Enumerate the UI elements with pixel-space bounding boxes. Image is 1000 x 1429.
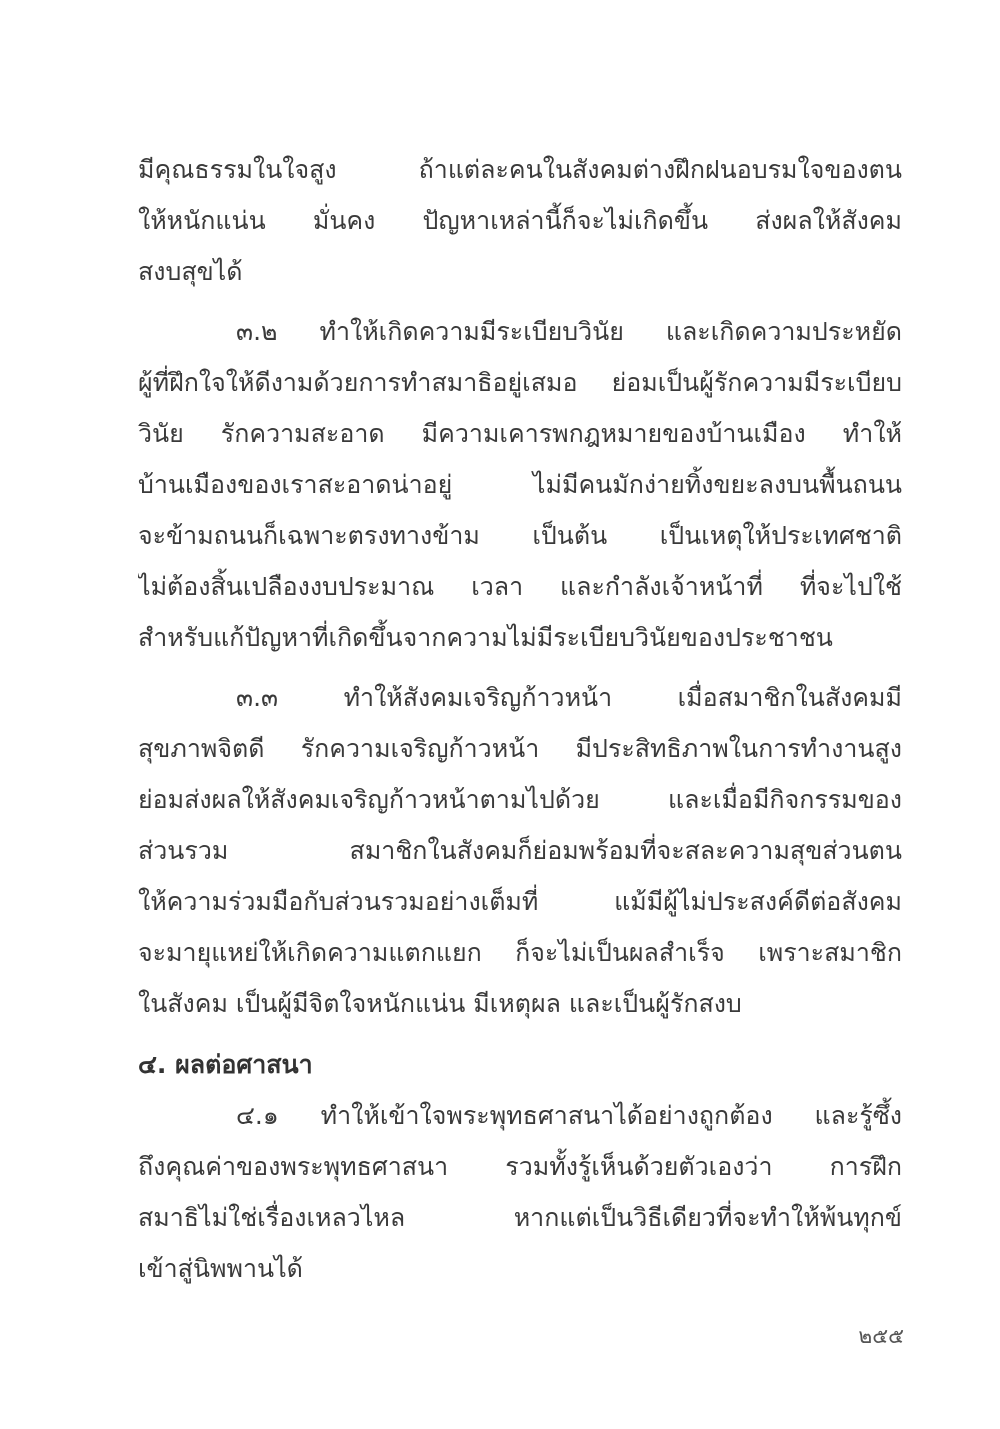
paragraph-line: สุขภาพจิตดี รักความเจริญก้าวหน้า มีประสิทธิภาพในการทำงานสูง — [138, 734, 902, 763]
paragraph-line: ส่วนรวม สมาชิกในสังคมก็ย่อมพร้อมที่จะสละความสุขส่วนตน — [138, 836, 902, 865]
paragraph-line: สงบสุขได้ — [138, 257, 243, 286]
section-3-2-lead-line: ๓.๒ ทำให้เกิดความมีระเบียบวินัย และเกิดความประหยัด — [236, 317, 902, 346]
page-number: ๒๕๕ — [858, 1324, 904, 1348]
paragraph-line: สำหรับแก้ปัญหาที่เกิดขึ้นจากความไม่มีระเบียบวินัยของประชาชน — [138, 623, 833, 652]
paragraph-line: บ้านเมืองของเราสะอาดน่าอยู่ ไม่มีคนมักง่ายทิ้งขยะลงบนพื้นถนน — [138, 470, 902, 499]
paragraph-line: ผู้ที่ฝึกใจให้ดีงามด้วยการทำสมาธิอยู่เสมอ ย่อมเป็นผู้รักความมีระเบียบ — [138, 368, 902, 397]
paragraph-line: ไม่ต้องสิ้นเปลืองงบประมาณ เวลา และกำลังเจ้าหน้าที่ ที่จะไปใช้ — [138, 572, 902, 601]
section-4-heading: ๔. ผลต่อศาสนา — [138, 1050, 313, 1079]
paragraph-line: มีคุณธรรมในใจสูง ถ้าแต่ละคนในสังคมต่างฝึกฝนอบรมใจของตน — [138, 155, 902, 184]
paragraph-line: จะมายุแหย่ให้เกิดความแตกแยก ก็จะไม่เป็นผลสำเร็จ เพราะสมาชิก — [138, 938, 902, 967]
paragraph-line: ให้ความร่วมมือกับส่วนรวมอย่างเต็มที่ แม้มีผู้ไม่ประสงค์ดีต่อสังคม — [138, 887, 902, 916]
paragraph-line: ในสังคม เป็นผู้มีจิตใจหนักแน่น มีเหตุผล และเป็นผู้รักสงบ — [138, 989, 742, 1018]
paragraph-line: ย่อมส่งผลให้สังคมเจริญก้าวหน้าตามไปด้วย และเมื่อมีกิจกรรมของ — [138, 785, 902, 814]
paragraph-line: วินัย รักความสะอาด มีความเคารพกฎหมายของบ้านเมือง ทำให้ — [138, 419, 902, 448]
paragraph-line: สมาธิไม่ใช่เรื่องเหลวไหล หากแต่เป็นวิธีเดียวที่จะทำให้พ้นทุกข์ — [138, 1203, 902, 1232]
paragraph-line: ให้หนักแน่น มั่นคง ปัญหาเหล่านี้ก็จะไม่เกิดขึ้น ส่งผลให้สังคม — [138, 206, 902, 235]
section-3-3-lead-line: ๓.๓ ทำให้สังคมเจริญก้าวหน้า เมื่อสมาชิกในสังคมมี — [236, 683, 902, 712]
paragraph-line: จะข้ามถนนก็เฉพาะตรงทางข้าม เป็นต้น เป็นเหตุให้ประเทศชาติ — [138, 521, 902, 550]
paragraph-line: เข้าสู่นิพพานได้ — [138, 1254, 303, 1283]
paragraph-line: ถึงคุณค่าของพระพุทธศาสนา รวมทั้งรู้เห็นด้วยตัวเองว่า การฝึก — [138, 1152, 902, 1181]
section-4-1-lead-line: ๔.๑ ทำให้เข้าใจพระพุทธศาสนาได้อย่างถูกต้อง และรู้ซึ้ง — [236, 1101, 902, 1130]
